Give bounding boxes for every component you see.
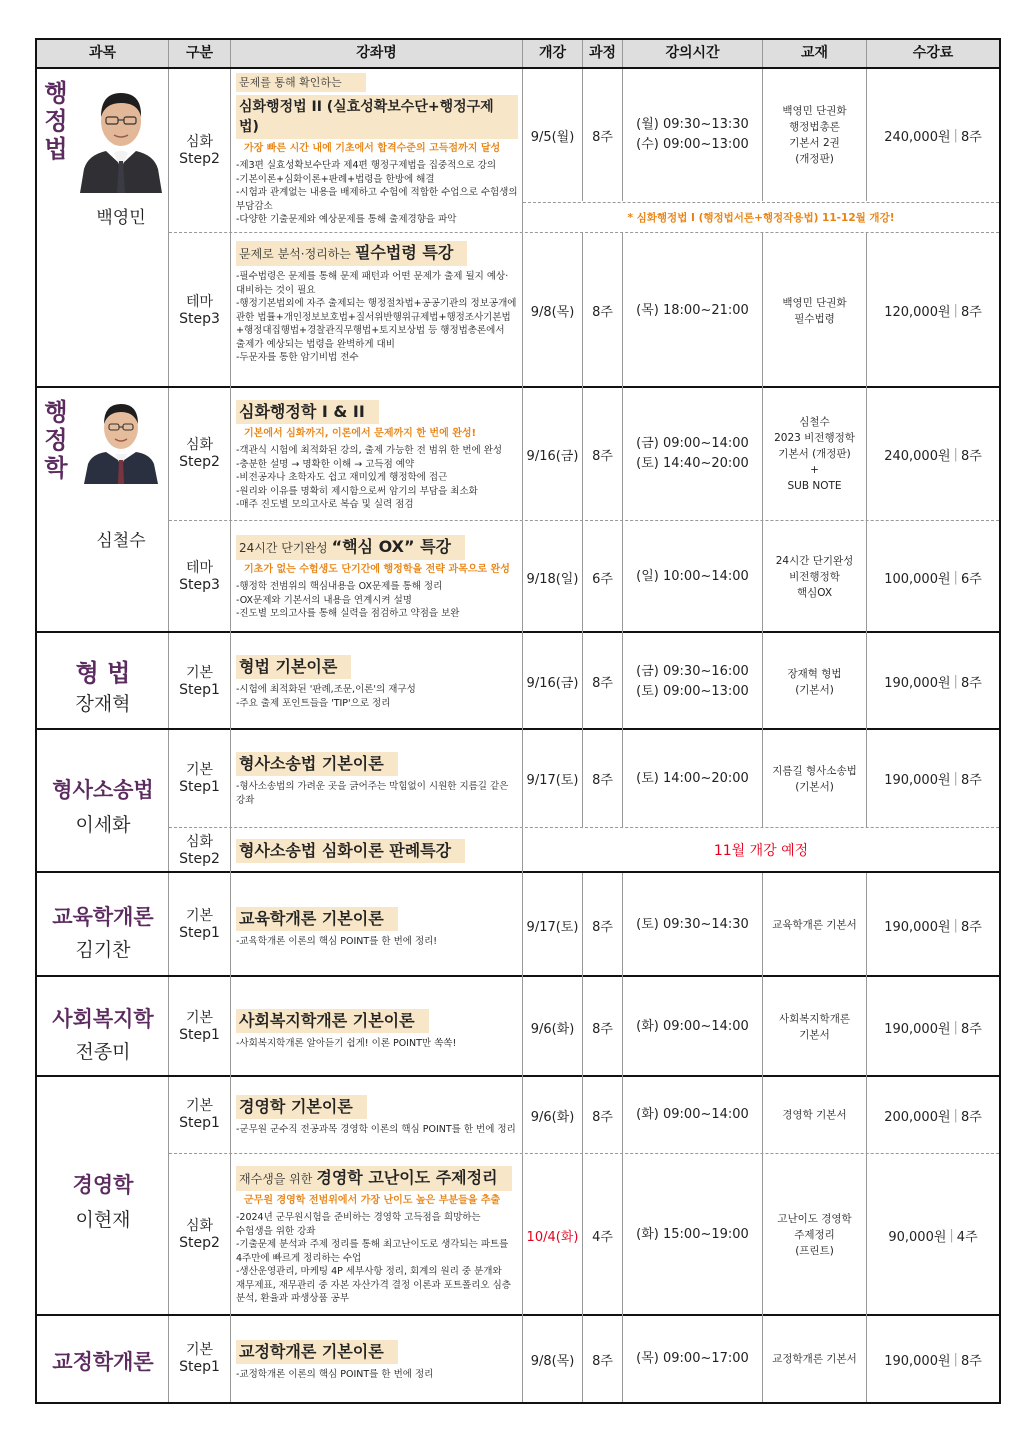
header-course: 과정 xyxy=(583,40,623,67)
textbook: 교육학개론 기본서 xyxy=(763,873,867,977)
instructor-name: 이세화 xyxy=(75,814,131,836)
fee: 190,000원 | 8주 xyxy=(884,1351,982,1369)
group-corrections xyxy=(37,1316,999,1402)
subject-cell xyxy=(37,633,169,728)
start-date: 9/16(금) xyxy=(523,388,583,520)
subject-vertical-title: 행 정 학 xyxy=(44,398,68,482)
header-subject: 과목 xyxy=(37,40,169,67)
table-row xyxy=(169,1077,999,1153)
instructor-name: 전종미 xyxy=(75,1041,131,1063)
subject-title: 사회복지학 xyxy=(52,1007,154,1031)
subject-cell xyxy=(37,388,169,631)
lecture-description: -객관식 시험에 최적화된 강의, 출제 가능한 전 범위 한 번에 완성 -충분한 설명 → 명확한 이해 → 고득점 예약 -비전공자나 초학자도 쉽고 재미있게 행정학에 접근 -원리와 이유를 명확히 제시함으로써 암기의 부담을 최소화 -매주 진도별 모의고사로 복습 및 실력 점검 xyxy=(236,445,503,510)
subject-title: 교육학개론 xyxy=(52,905,154,929)
start-date: 9/8(목) xyxy=(523,1316,583,1402)
lecture-time: (토) 14:00~20:00 xyxy=(623,730,763,827)
header-book: 교재 xyxy=(763,40,867,67)
start-date: 9/8(목) xyxy=(523,233,583,388)
textbook: 장재혁 형법 (기본서) xyxy=(763,633,867,730)
table-row xyxy=(169,69,999,232)
header-start: 개강 xyxy=(523,40,583,67)
course-length: 8주 xyxy=(583,1316,623,1402)
lecture-description: -제3편 실효성확보수단과 제4편 행정구제법을 집중적으로 강의 -기본이론+심화이론+판례+법령을 한방에 해결 -시험과 관계없는 내용을 배제하고 수험에 적합한 수업으로 수험생의 부담감소 -다양한 기출문제와 예상문제를 통해 출제경향을 파악 xyxy=(236,160,518,225)
course-length: 8주 xyxy=(583,233,623,388)
lecture-cell xyxy=(231,633,523,730)
instructor-name: 장재혁 xyxy=(75,693,131,715)
lecture-cell xyxy=(231,388,523,520)
lecture-title: 사회복지학개론 기본이론 xyxy=(236,1009,429,1033)
textbook: 교정학개론 기본서 xyxy=(763,1316,867,1402)
course-length: 6주 xyxy=(583,521,623,633)
fee: 190,000원 | 8주 xyxy=(884,1019,982,1037)
start-date: 10/4(화) xyxy=(523,1154,583,1316)
table-row xyxy=(169,977,999,1077)
group-public-admin xyxy=(37,388,999,633)
subject-cell xyxy=(37,730,169,871)
start-date: 9/5(월) xyxy=(523,69,583,201)
gubun-cell: 심화 Step2 xyxy=(169,1154,231,1316)
fee: 190,000원 | 8주 xyxy=(884,771,982,788)
lecture-highlight: 군무원 경영학 전범위에서 가장 난이도 높은 부분들을 추출 xyxy=(244,1195,501,1206)
course-length: 8주 xyxy=(583,633,623,730)
subject-cell xyxy=(37,873,169,975)
lecture-title: 문제로 분석·정리하는 필수법령 특강 xyxy=(236,241,467,266)
fee: 120,000원 | 8주 xyxy=(884,303,982,320)
fee: 190,000원 | 8주 xyxy=(884,917,982,935)
course-table xyxy=(35,38,1001,1404)
instructor-name: 김기찬 xyxy=(75,939,131,961)
group-social-welfare xyxy=(37,977,999,1077)
subject-title: 형사소송법 xyxy=(52,778,154,802)
lecture-description: -행정학 전범위의 핵심내용을 OX문제를 통해 정리 -OX문제와 기본서의 내용을 연계시켜 설명 -진도별 모의고사를 통해 실력을 점검하고 약점을 보완 xyxy=(236,581,460,619)
start-date: 9/6(화) xyxy=(523,1077,583,1153)
lecture-description: -사회복지학개론 알아듣기 쉽게! 이론 POINT만 쏙쏙! xyxy=(236,1038,457,1049)
fee: 190,000원 | 8주 xyxy=(884,674,982,691)
header-gubun: 구분 xyxy=(169,40,231,67)
lecture-cell xyxy=(231,828,523,873)
lecture-time: (월) 09:30~13:30 (수) 09:00~13:00 xyxy=(623,69,763,201)
textbook: 지름길 형사소송법 (기본서) xyxy=(763,730,867,827)
table-row xyxy=(169,388,999,520)
gubun-cell: 심화 Step2 xyxy=(169,69,231,232)
header-lecture: 강좌명 xyxy=(231,40,523,67)
fee: 240,000원 | 8주 xyxy=(884,127,982,145)
table-row xyxy=(169,633,999,730)
course-length: 8주 xyxy=(583,1077,623,1153)
notice-text: * 심화행정법 I (행정법서론+행정작용법) 11-12월 개강! xyxy=(523,202,999,232)
fee: 240,000원 | 8주 xyxy=(884,446,982,464)
lecture-title: 형사소송법 기본이론 xyxy=(236,752,398,776)
gubun-cell: 테마 Step3 xyxy=(169,233,231,388)
lecture-subtitle: 문제를 통해 확인하는 xyxy=(236,73,366,92)
subject-cell xyxy=(37,1316,169,1402)
table-row xyxy=(169,232,999,388)
start-date: 9/6(화) xyxy=(523,977,583,1077)
instructor-name: 심철수 xyxy=(96,531,146,551)
gubun-cell: 기본 Step1 xyxy=(169,873,231,977)
instructor-photo xyxy=(74,392,168,484)
group-criminal-law xyxy=(37,633,999,730)
lecture-cell xyxy=(231,977,523,1077)
lecture-description: -시험에 최적화된 '판례,조문,이론'의 재구성 -주요 출제 포인트들을 'TIP'으로 정리 xyxy=(236,684,416,709)
lecture-title: 형사소송법 심화이론 판례특강 xyxy=(236,839,465,863)
lecture-highlight: 기초가 없는 수험생도 단기간에 행정학을 전략 과목으로 완성 xyxy=(244,564,510,575)
header-time: 강의시간 xyxy=(623,40,763,67)
lecture-title: 심화행정법 II (실효성확보수단+행정구제법) xyxy=(236,95,518,139)
lecture-description: -교육학개론 이론의 핵심 POINT를 한 번에 정리! xyxy=(236,936,438,947)
lecture-description: -군무원 군수직 전공과목 경영학 이론의 핵심 POINT를 한 번에 정리 xyxy=(236,1124,516,1135)
gubun-cell: 기본 Step1 xyxy=(169,633,231,730)
course-length: 8주 xyxy=(583,69,623,201)
lecture-time: (화) 09:00~14:00 xyxy=(623,977,763,1077)
fee: 100,000원 | 6주 xyxy=(884,569,982,587)
textbook: 심철수 2023 비전행정학 기본서 (개정판) + SUB NOTE xyxy=(763,388,867,520)
lecture-cell xyxy=(231,1154,523,1316)
lecture-description: -형사소송법의 가려운 곳을 긁어주는 막힘없이 시원한 지름길 같은 강좌 xyxy=(236,781,509,806)
textbook: 사회복지학개론 기본서 xyxy=(763,977,867,1077)
start-date: 9/17(토) xyxy=(523,730,583,827)
instructor-name: 백영민 xyxy=(96,208,146,228)
table-row xyxy=(169,1153,999,1316)
gubun-cell: 심화 Step2 xyxy=(169,828,231,873)
textbook: 백영민 단권화 필수법령 xyxy=(763,233,867,388)
course-length: 8주 xyxy=(583,388,623,520)
lecture-cell xyxy=(231,873,523,977)
lecture-time: (금) 09:00~14:00 (토) 14:40~20:00 xyxy=(623,388,763,520)
group-business xyxy=(37,1077,999,1316)
textbook: 백영민 단권화 행정법총론 기본서 2권 (개정판) xyxy=(763,69,867,201)
lecture-highlight: 기본에서 심화까지, 이론에서 문제까지 한 번에 완성! xyxy=(244,428,477,439)
subject-title: 형 법 xyxy=(75,659,131,687)
lecture-description: -2024년 군무원시험을 준비하는 경영학 고득점을 희망하는 수험생을 위한 강좌 -기출문제 분석과 주제 정리를 통해 최고난이도로 생각되는 파트를 4주만에 빠르게 정리하는 수업 -생산운영관리, 마케팅 4P 세부사항 정리, 회계의 원리 중 분개와 재무제표, 재무관리 중 자본 자산가격 결정 이론과 포트폴리오 심층 분석, 환율과 파생상품 공부 xyxy=(236,1212,511,1304)
lecture-time: (금) 09:30~16:00 (토) 09:00~13:00 xyxy=(623,633,763,730)
subject-cell xyxy=(37,977,169,1075)
lecture-cell xyxy=(231,1077,523,1153)
gubun-cell: 테마 Step3 xyxy=(169,521,231,633)
lecture-title: 재수생을 위한 경영학 고난이도 주제정리 xyxy=(236,1166,512,1191)
table-header xyxy=(37,40,999,69)
instructor-photo xyxy=(74,77,168,193)
lecture-time: (목) 18:00~21:00 xyxy=(623,233,763,388)
instructor-name: 이현재 xyxy=(75,1209,131,1231)
table-row xyxy=(169,873,999,977)
lecture-cell xyxy=(231,233,523,388)
textbook: 24시간 단기완성 비전행정학 핵심OX xyxy=(763,521,867,633)
lecture-cell xyxy=(231,69,523,232)
header-fee: 수강료 xyxy=(912,45,954,61)
lecture-cell xyxy=(231,1316,523,1402)
subject-title: 경영학 xyxy=(72,1173,134,1197)
textbook: 고난이도 경영학 주제정리 (프린트) xyxy=(763,1154,867,1316)
course-length: 8주 xyxy=(583,730,623,827)
lecture-description: -필수법령은 문제를 통해 문제 패턴과 어떤 문제가 출제 될지 예상·대비하는 것이 필요 -행정기본법외에 자주 출제되는 행정절차법+공공기관의 정보공개에 관한 법률+개인정보보호법+질서위반행위규제법+행정조사기본법+행정대집행법+경찰관직무행법+토지보상법 등 행정법총론에서 출제가 예상되는 법령을 완벽하게 대비 -두문자를 통한 암기비법 전수 xyxy=(236,271,517,363)
lecture-title: 심화행정학 I & II xyxy=(236,400,379,424)
subject-vertical-title: 행 정 법 xyxy=(44,79,68,163)
gubun-cell: 기본 Step1 xyxy=(169,730,231,827)
start-date: 9/16(금) xyxy=(523,633,583,730)
lecture-title: 교육학개론 기본이론 xyxy=(236,907,398,931)
lecture-description: -교정학개론 이론의 핵심 POINT를 한 번에 정리 xyxy=(236,1369,434,1380)
course-length: 8주 xyxy=(583,977,623,1077)
start-date: 9/18(일) xyxy=(523,521,583,633)
gubun-cell: 심화 Step2 xyxy=(169,388,231,520)
lecture-title: 교정학개론 기본이론 xyxy=(236,1340,398,1364)
group-admin-law xyxy=(37,69,999,388)
course-length: 4주 xyxy=(583,1154,623,1316)
lecture-cell xyxy=(231,521,523,633)
opening-notice: 11월 개강 예정 xyxy=(713,843,809,859)
table-row xyxy=(169,730,999,827)
table-row xyxy=(169,827,999,873)
group-education xyxy=(37,873,999,977)
gubun-cell: 기본 Step1 xyxy=(169,977,231,1077)
lecture-title: 형법 기본이론 xyxy=(236,655,351,679)
lecture-time: (화) 15:00~19:00 xyxy=(623,1154,763,1316)
subject-cell xyxy=(37,1077,169,1314)
table-row xyxy=(169,1316,999,1402)
course-length: 8주 xyxy=(583,873,623,977)
lecture-time: (화) 09:00~14:00 xyxy=(623,1077,763,1153)
lecture-highlight: 가장 빠른 시간 내에 기초에서 합격수준의 고득점까지 달성 xyxy=(244,143,501,154)
lecture-title: 경영학 기본이론 xyxy=(236,1095,367,1119)
lecture-time: (목) 09:00~17:00 xyxy=(623,1316,763,1402)
gubun-cell: 기본 Step1 xyxy=(169,1316,231,1402)
fee: 90,000원 | 4주 xyxy=(888,1227,978,1245)
fee: 200,000원 | 8주 xyxy=(884,1107,982,1125)
lecture-title: 24시간 단기완성 “핵심 OX” 특강 xyxy=(236,535,465,560)
start-date: 9/17(토) xyxy=(523,873,583,977)
lecture-cell xyxy=(231,730,523,827)
lecture-time: (일) 10:00~14:00 xyxy=(623,521,763,633)
table-row xyxy=(169,520,999,633)
gubun-cell: 기본 Step1 xyxy=(169,1077,231,1153)
textbook: 경영학 기본서 xyxy=(763,1077,867,1153)
subject-cell xyxy=(37,69,169,386)
group-criminal-procedure xyxy=(37,730,999,873)
lecture-time: (토) 09:30~14:30 xyxy=(623,873,763,977)
subject-title: 교정학개론 xyxy=(52,1350,154,1374)
